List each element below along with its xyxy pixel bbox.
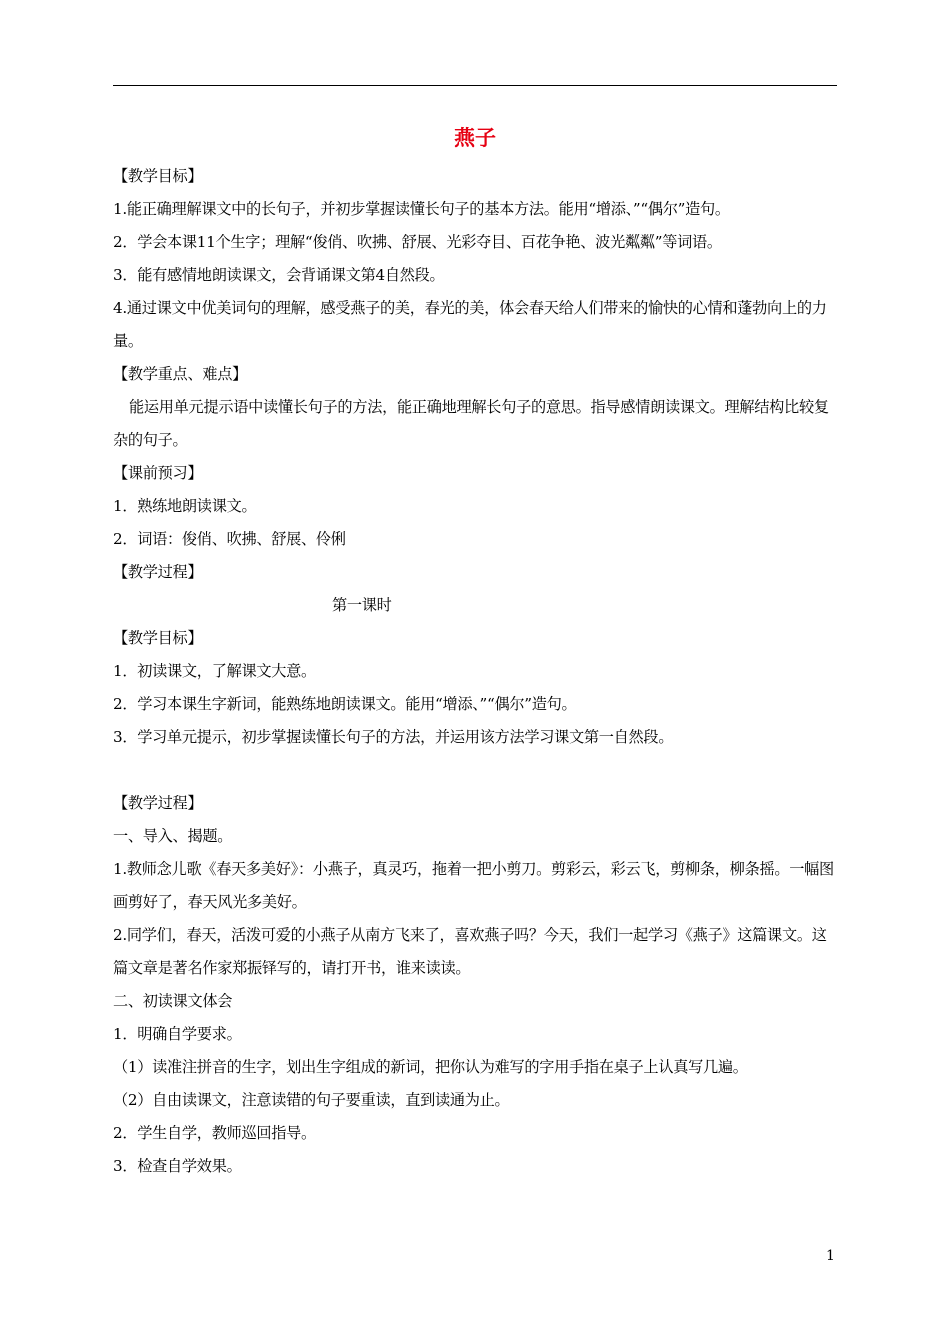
section-heading-lesson-process: 【教学过程】	[113, 794, 203, 812]
page-number: 1	[826, 1248, 835, 1264]
step-reading-1: 1．明确自学要求。	[113, 1025, 242, 1043]
lesson-objective-3: 3．学习单元提示，初步掌握读懂长句子的方法，并运用该方法学习课文第一自然段。	[113, 728, 674, 746]
header-rule	[113, 85, 837, 86]
section-heading-preview: 【课前预习】	[113, 464, 203, 482]
section-heading-process: 【教学过程】	[113, 563, 203, 581]
step-reading-3: 3．检查自学效果。	[113, 1157, 242, 1175]
objective-item-1: 1.能正确理解课文中的长句子，并初步掌握读懂长句子的基本方法。能用“增添、”“偶尔”造句。	[113, 200, 730, 218]
document-title: 燕子	[454, 126, 496, 150]
key-points-text: 能运用单元提示语中读懂长句子的方法，能正确地理解长句子的意思。指导感情朗读课文。理解结构比较复杂的句子。	[113, 398, 829, 449]
step-reading-1-sub-2: （2）自由读课文，注意读错的句子要重读，直到读通为止。	[113, 1091, 510, 1109]
objective-item-3: 3．能有感情地朗读课文，会背诵课文第4自然段。	[113, 266, 445, 284]
section-heading-objectives: 【教学目标】	[113, 167, 203, 185]
step-heading-first-reading: 二、初读课文体会	[113, 992, 233, 1010]
lesson-heading-first: 第一课时	[332, 596, 392, 614]
preview-item-2: 2．词语：俊俏、吹拂、舒展、伶俐	[113, 530, 346, 548]
section-heading-lesson-objectives: 【教学目标】	[113, 629, 203, 647]
step-intro-2: 2.同学们，春天，活泼可爱的小燕子从南方飞来了，喜欢燕子吗？今天，我们一起学习《燕子》这篇课文。这篇文章是著名作家郑振铎写的，请打开书，谁来读读。	[113, 926, 827, 977]
step-reading-1-sub-1: （1）读准注拼音的生字，划出生字组成的新词，把你认为难写的字用手指在桌子上认真写几遍。	[113, 1058, 748, 1076]
document-body	[113, 160, 840, 1183]
step-reading-2: 2．学生自学，教师巡回指导。	[113, 1124, 316, 1142]
step-heading-intro: 一、导入、揭题。	[113, 827, 233, 845]
lesson-objective-2: 2．学习本课生字新词，能熟练地朗读课文。能用“增添、”“偶尔”造句。	[113, 695, 577, 713]
section-heading-key-points: 【教学重点、难点】	[113, 365, 247, 383]
step-intro-1: 1.教师念儿歌《春天多美好》：小燕子，真灵巧，拖着一把小剪刀。剪彩云，彩云飞，剪柳条，柳条摇。一幅图画剪好了，春天风光多美好。	[113, 860, 834, 911]
blank-line	[113, 754, 840, 787]
preview-item-1: 1．熟练地朗读课文。	[113, 497, 257, 515]
objective-item-4: 4.通过课文中优美词句的理解，感受燕子的美，春光的美，体会春天给人们带来的愉快的心情和蓬勃向上的力量。	[113, 299, 827, 350]
lesson-objective-1: 1．初读课文，了解课文大意。	[113, 662, 316, 680]
objective-item-2: 2．学会本课11个生字；理解“俊俏、吹拂、舒展、光彩夺目、百花争艳、波光粼粼”等词语。	[113, 233, 722, 251]
